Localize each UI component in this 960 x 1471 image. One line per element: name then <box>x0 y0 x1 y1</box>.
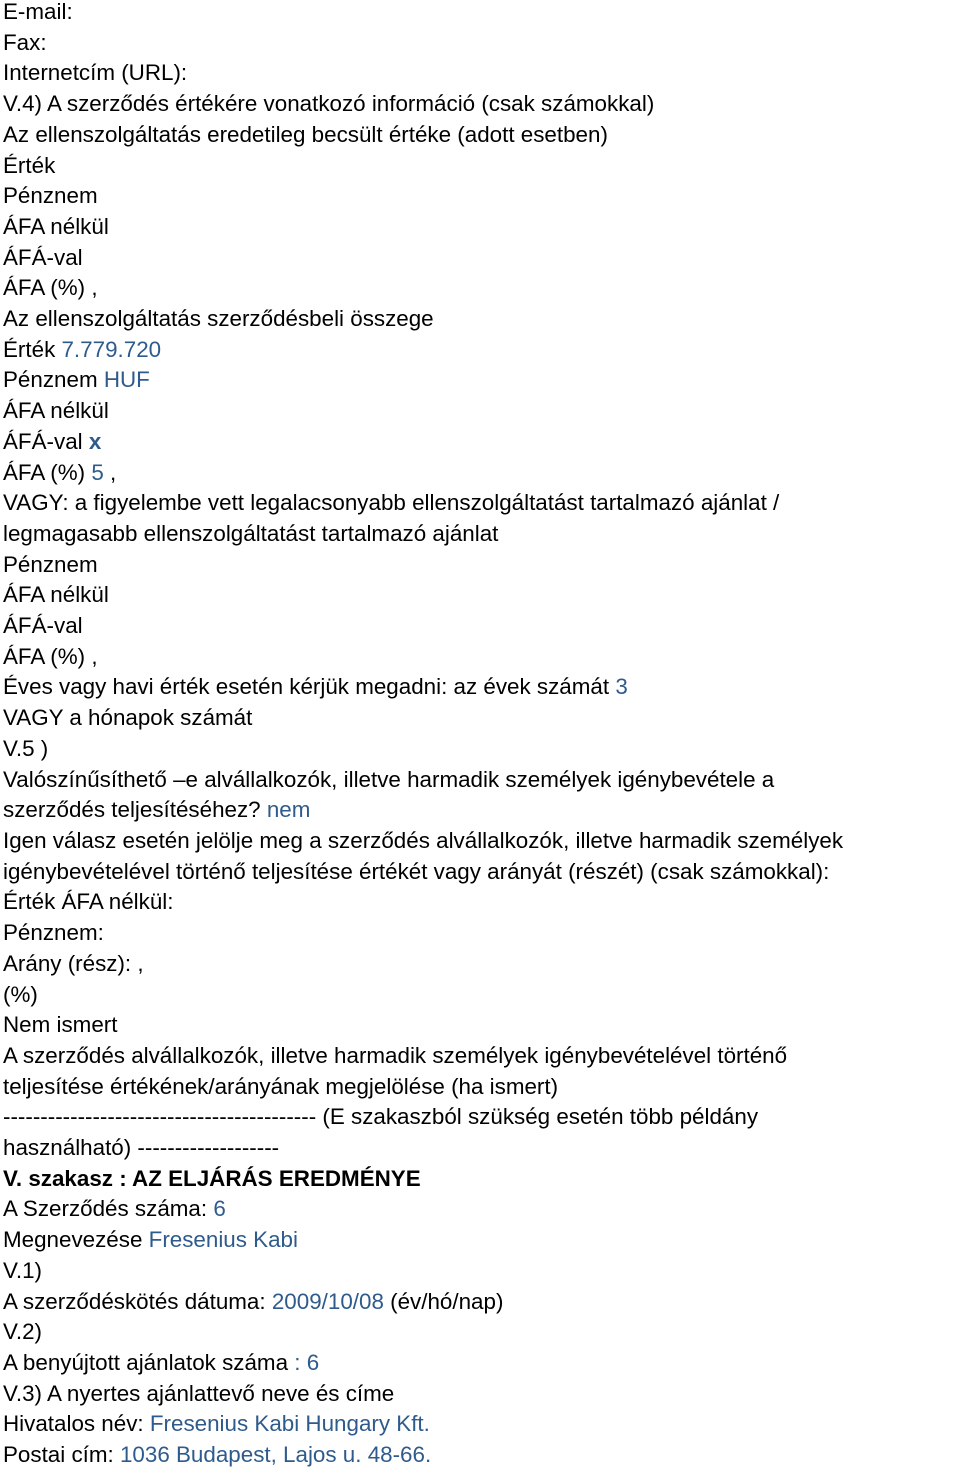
with-vat-checkmark: x <box>88 428 102 454</box>
offer-without-vat-label: ÁFA nélkül <box>3 582 109 608</box>
contract-without-vat-label: ÁFA nélkül <box>3 398 109 424</box>
url-label: Internetcím (URL): <box>3 60 188 86</box>
years-count-line: Éves vagy havi érték esetén kérjük megadni: az évek számát 3 <box>3 674 628 700</box>
contract-date-line: A szerződéskötés dátuma: 2009/10/08 (év/hó/nap) <box>3 1288 504 1314</box>
subcontract-description-line-2: teljesítése értékének/arányának megjelölése (ha ismert) <box>3 1073 559 1099</box>
contract-date: 2009/10/08 <box>271 1288 384 1314</box>
subcontract-value-label: Érték ÁFA nélkül: <box>3 889 174 915</box>
subcontract-percent-label: (%) <box>3 981 38 1007</box>
separator-note-line-1: ------------------------------------------ (E szakaszból szükség esetén több példány <box>3 1104 759 1130</box>
estimated-currency-label: Pénznem <box>3 183 98 209</box>
estimated-vat-percent-label: ÁFA (%) , <box>3 275 98 301</box>
contract-number-line: A Szerződés száma: 6 <box>3 1196 226 1222</box>
lowest-highest-offer-line-2: legmagasabb ellenszolgáltatást tartalmazó ajánlat <box>3 520 499 546</box>
contract-value: 7.779.720 <box>61 336 162 362</box>
contract-vat-percent: 5 <box>91 459 104 485</box>
offer-currency-label: Pénznem <box>3 551 98 577</box>
contract-value-line: Érték 7.779.720 <box>3 336 162 362</box>
offer-vat-percent-label: ÁFA (%) , <box>3 643 98 669</box>
not-known-label: Nem ismert <box>3 1012 118 1038</box>
estimated-with-vat-label: ÁFÁ-val <box>3 244 83 270</box>
offers-count-line: A benyújtott ajánlatok száma : 6 <box>3 1349 320 1375</box>
contract-with-vat-line: ÁFÁ-val x <box>3 428 102 454</box>
separator-note-line-2: használható) ------------------- <box>3 1135 280 1161</box>
contract-vat-percent-line: ÁFA (%) 5 , <box>3 459 117 485</box>
contract-amount-heading: Az ellenszolgáltatás szerződésbeli összege <box>3 306 434 332</box>
contract-currency-line: Pénznem HUF <box>3 367 150 393</box>
section-v3-heading: V.3) A nyertes ajánlattevő neve és címe <box>3 1380 395 1406</box>
section-v2-heading: V.2) <box>3 1319 43 1345</box>
fax-label: Fax: <box>3 29 47 55</box>
offers-count: : 6 <box>294 1349 320 1375</box>
contract-currency: HUF <box>103 367 150 393</box>
postal-address: 1036 Budapest, Lajos u. 48-66. <box>119 1442 432 1468</box>
offer-with-vat-label: ÁFÁ-val <box>3 613 83 639</box>
section-v5-heading: V.5 ) <box>3 735 49 761</box>
subcontractor-question-line-1: Valószínűsíthető –e alvállalkozók, illetve harmadik személyek igénybevétele a <box>3 766 775 792</box>
lowest-highest-offer-line-1: VAGY: a figyelembe vett legalacsonyabb ellenszolgáltatást tartalmazó ajánlat / <box>3 490 780 516</box>
contract-name: Fresenius Kabi <box>148 1227 298 1253</box>
subcontract-ratio-label: Arány (rész): , <box>3 950 144 976</box>
subcontract-currency-label: Pénznem: <box>3 920 104 946</box>
estimated-value-label: Érték <box>3 152 56 178</box>
email-label: E-mail: <box>3 0 73 24</box>
contract-name-line: Megnevezése Fresenius Kabi <box>3 1227 298 1253</box>
months-count-label: VAGY a hónapok számát <box>3 705 253 731</box>
subcontractor-answer: nem <box>266 797 311 823</box>
contract-number: 6 <box>213 1196 226 1222</box>
section-v1-heading: V.1) <box>3 1257 43 1283</box>
section-v-title: V. szakasz : AZ ELJÁRÁS EREDMÉNYE <box>3 1165 421 1191</box>
subcontractor-instruction-line-1: Igen válasz esetén jelölje meg a szerződés alvállalkozók, illetve harmadik személyek <box>3 827 844 853</box>
subcontractor-question-line-2: szerződés teljesítéséhez? nem <box>3 797 311 823</box>
subcontractor-instruction-line-2: igénybevételével történő teljesítése értékét vagy arányát (részét) (csak számokkal): <box>3 858 830 884</box>
subcontract-description-line-1: A szerződés alvállalkozók, illetve harmadik személyek igénybevételével történő <box>3 1042 788 1068</box>
official-name-line: Hivatalos név: Fresenius Kabi Hungary Kft. <box>3 1411 430 1437</box>
official-name: Fresenius Kabi Hungary Kft. <box>149 1411 430 1437</box>
estimated-without-vat-label: ÁFA nélkül <box>3 213 109 239</box>
section-v4-heading: V.4) A szerződés értékére vonatkozó információ (csak számokkal) <box>3 91 655 117</box>
years-count: 3 <box>615 674 628 700</box>
postal-address-line: Postai cím: 1036 Budapest, Lajos u. 48-66. <box>3 1442 432 1468</box>
estimated-value-heading: Az ellenszolgáltatás eredetileg becsült értéke (adott esetben) <box>3 121 608 147</box>
